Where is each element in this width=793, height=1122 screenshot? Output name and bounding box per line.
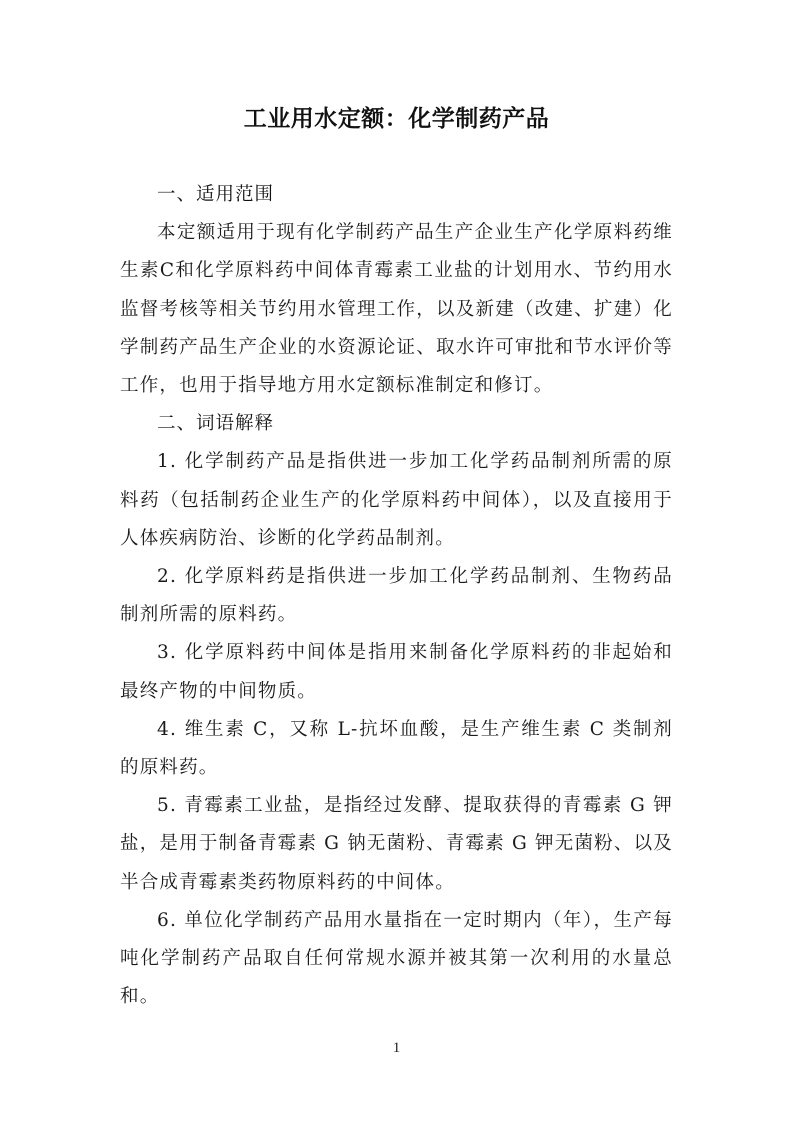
document-body	[120, 176, 673, 1016]
section-heading-definitions: 二、词语解释	[157, 413, 275, 435]
definition-item-4: 4. 维生素 C，又称 L-抗坏血酸，是生产维生素 C 类制剂的原料药。	[120, 718, 673, 779]
definition-item-2: 2. 化学原料药是指供进一步加工化学药品制剂、生物药品制剂所需的原料药。	[120, 566, 673, 626]
document-title: 工业用水定额：化学制药产品	[243, 106, 550, 132]
definition-item-1: 1. 化学制药产品是指供进一步加工化学药品制剂所需的原料药（包括制药企业生产的化学原料药中间体），以及直接用于人体疾病防治、诊断的化学药品制剂。	[120, 451, 673, 549]
definition-item-6: 6. 单位化学制药产品用水量指在一定时期内（年），生产每吨化学制药产品取自任何常规水源并被其第一次利用的水量总和。	[120, 909, 673, 1008]
definition-item-3: 3. 化学原料药中间体是指用来制备化学原料药的非起始和最终产物的中间物质。	[120, 642, 673, 702]
section-heading-scope: 一、适用范围	[157, 184, 275, 205]
paragraph-scope: 本定额适用于现有化学制药产品生产企业生产化学原料药维生素C和化学原料药中间体青霉素工业盐的计划用水、节约用水监督考核等相关节约用水管理工作，以及新建（改建、扩建）化学制药产品生产企业的水资源论证、取水许可审批和节水评价等工作，也用于指导地方用水定额标准制定和修订。	[120, 222, 673, 397]
page-number: 1	[392, 1040, 401, 1056]
definition-item-5: 5. 青霉素工业盐，是指经过发酵、提取获得的青霉素 G 钾盐，是用于制备青霉素 G 钠无菌粉、青霉素 G 钾无菌粉、以及半合成青霉素类药物原料药的中间体。	[120, 795, 673, 893]
